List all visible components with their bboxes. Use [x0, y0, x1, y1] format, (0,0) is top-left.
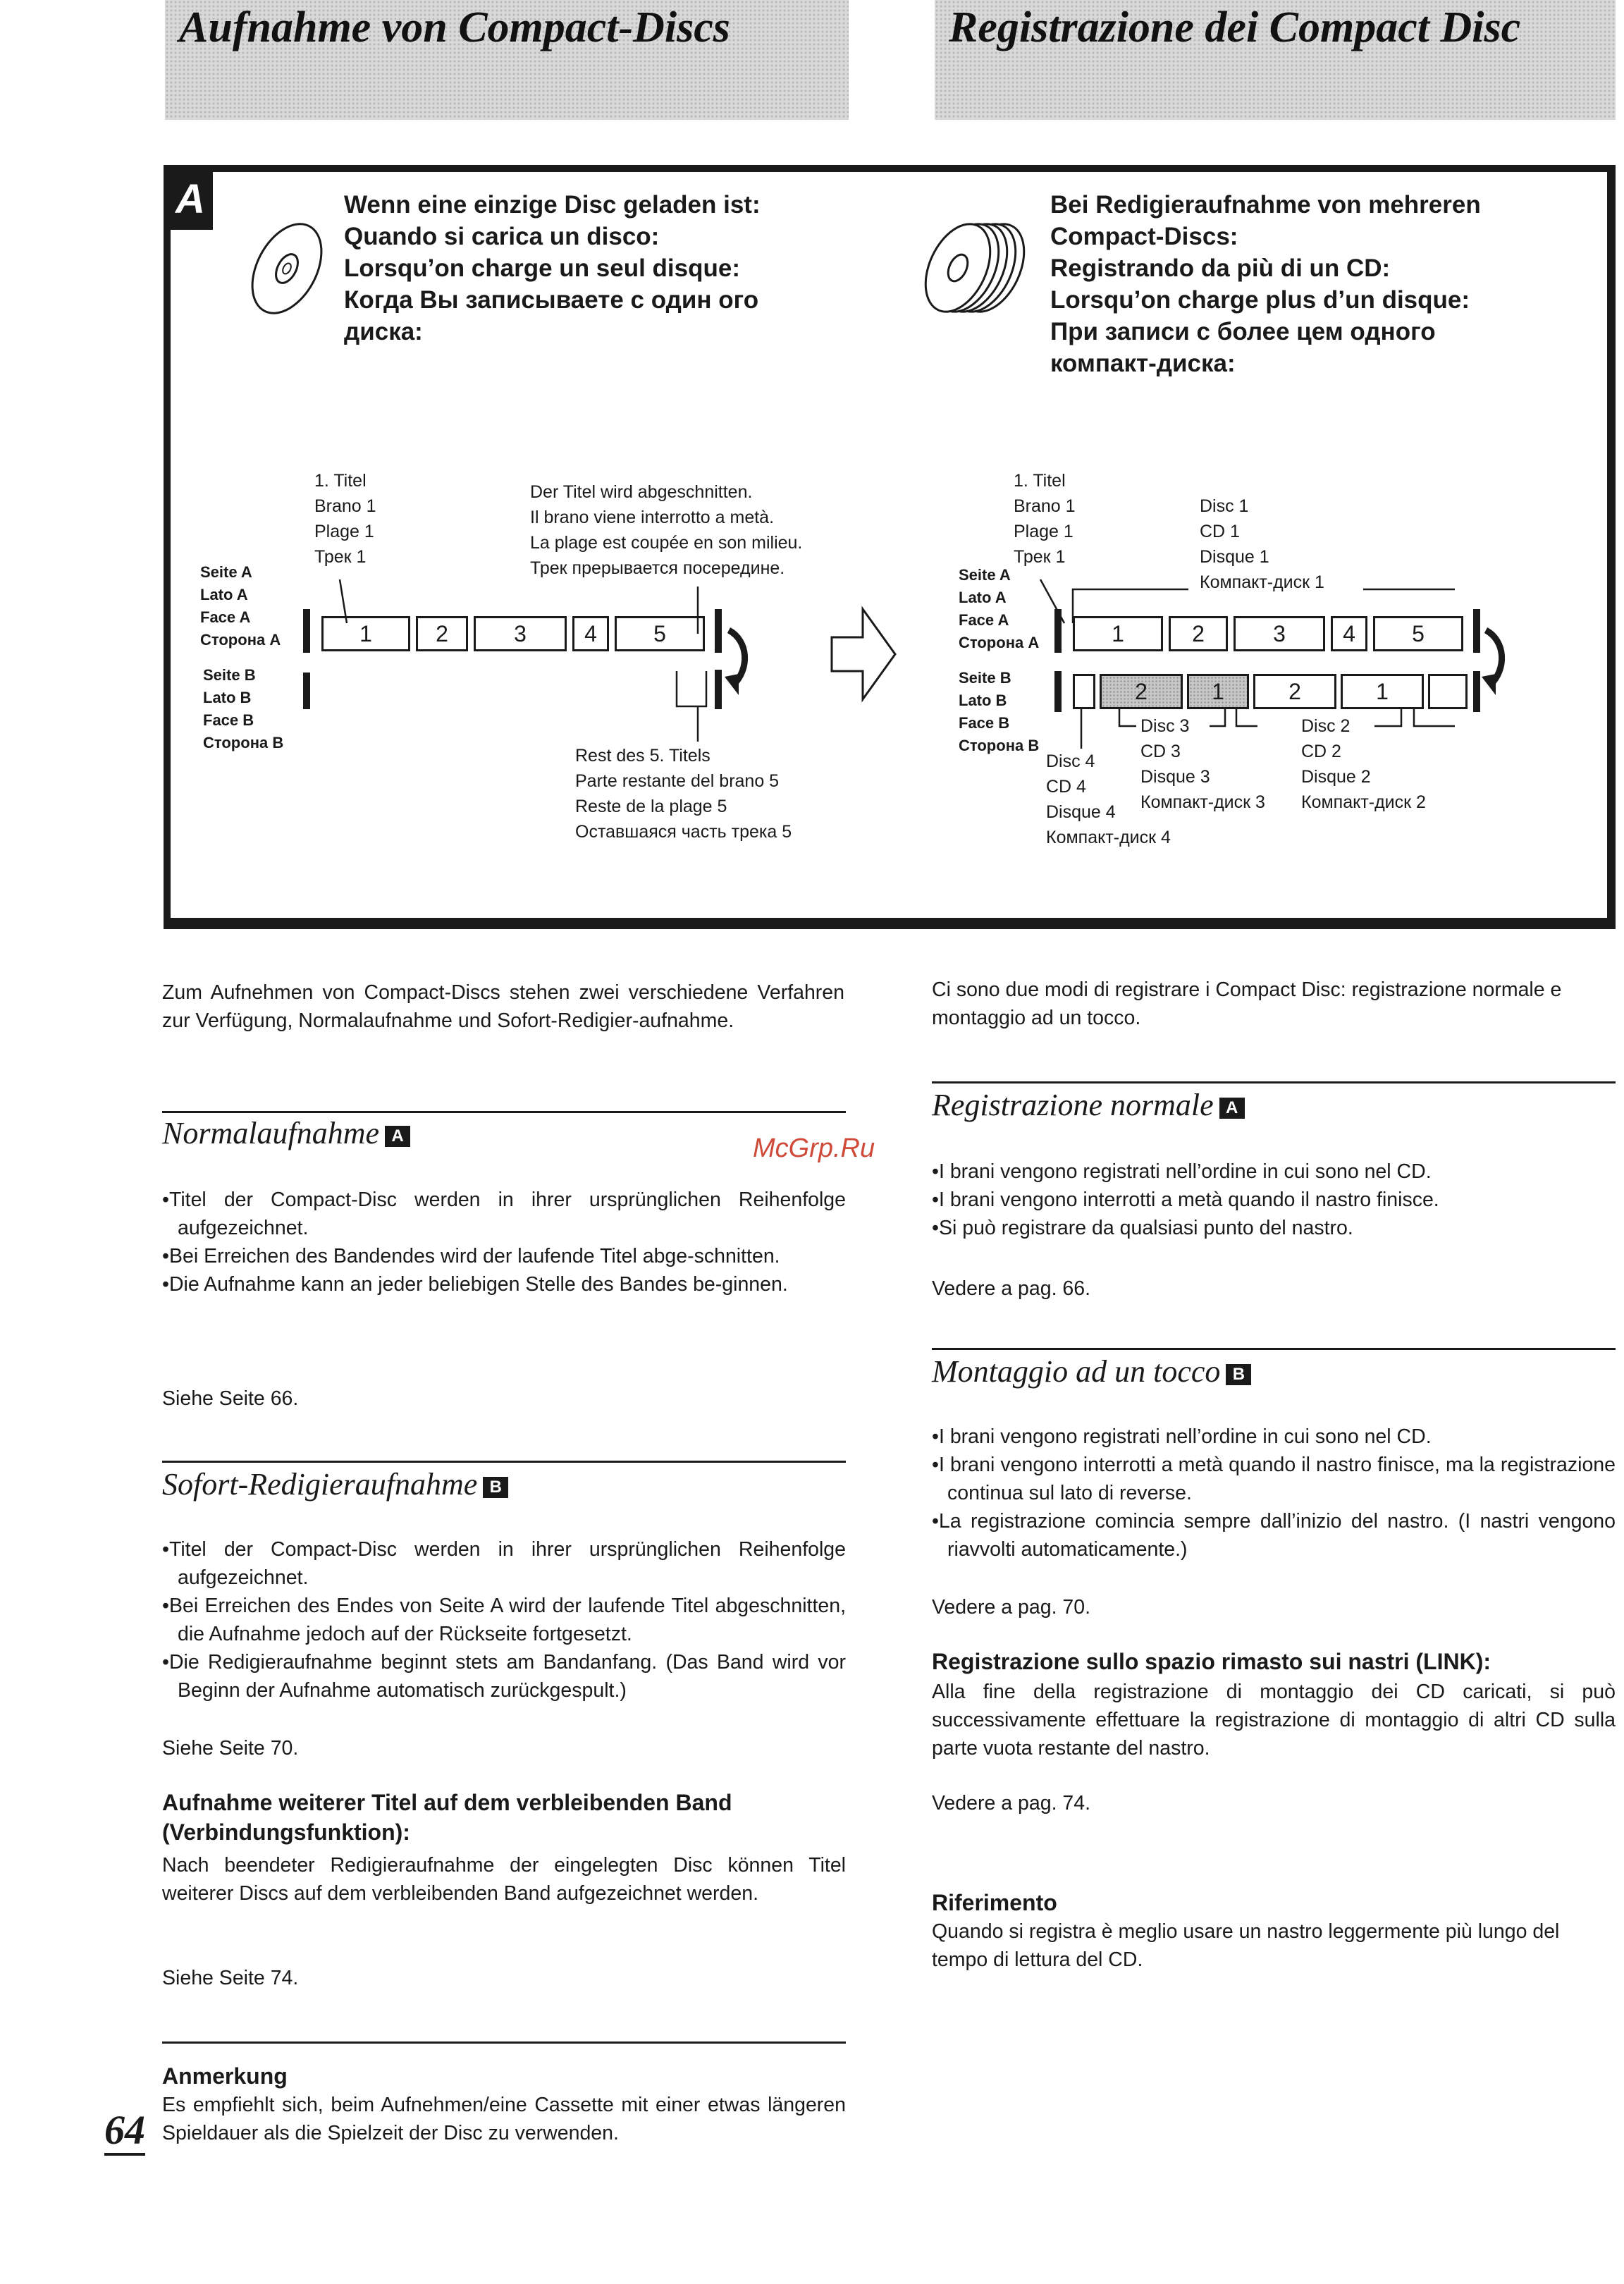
german-edit-bullets	[162, 1535, 846, 1705]
multi-disc-title: Bei Redigieraufnahme von mehreren Compact-Discs: Registrando da più di un CD: Lorsqu’on charge plus d’un disque: При записи с более цем одного компакт-диска:	[1050, 191, 1481, 377]
italian-edit-title: Montaggio ad un tocco B	[932, 1353, 1251, 1389]
german-normal-title: Normalaufnahme A	[162, 1115, 410, 1151]
list-item: •Bei Erreichen des Bandendes wird der laufende Titel abge-schnitten.	[162, 1245, 780, 1267]
list-item: •I brani vengono interrotti a metà quando il nastro finisce.	[932, 1189, 1439, 1211]
list-item: •Die Redigieraufnahme beginnt stets am Bandanfang. (Das Band wird vor Beginn der Aufnahme automatisch zurückgespult.)	[162, 1651, 846, 1702]
german-edit-rule	[162, 1461, 846, 1463]
header-right-title: Registrazione dei Compact Disc	[949, 4, 1521, 51]
disc3-label: Disc 3 CD 3 Disque 3 Компакт-диск 3	[1140, 716, 1265, 812]
list-item: •Titel der Compact-Disc werden in ihrer ursprünglichen Reihenfolge aufgezeichnet.	[162, 1538, 846, 1589]
german-normal-bullets	[162, 1186, 846, 1298]
italian-edit-rule	[932, 1348, 1616, 1350]
single-disc-title: Wenn eine einzige Disc geladen ist: Quando si carica un disco: Lorsqu’on charge un seul disque: Когда Вы записываете с один ого диска:	[344, 191, 761, 345]
right-track-cell-a: 1	[1073, 616, 1163, 651]
left-cut-note: Der Titel wird abgeschnitten. Il brano viene interrotto a metà. La plage est coupée en son milieu. Трек прерывается посередине.	[530, 482, 803, 578]
german-edit-see: Siehe Seite 70.	[162, 1737, 299, 1760]
left-rest-note: Rest des 5. Titels Parte restante del brano 5 Reste de la plage 5 Оставшаяся часть трека 5	[575, 746, 792, 842]
left-track-cell: 1	[321, 616, 410, 651]
list-item: •Titel der Compact-Disc werden in ihrer ursprünglichen Reihenfolge aufgezeichnet.	[162, 1189, 846, 1239]
list-item: •Si può registrare da qualsiasi punto del nastro.	[932, 1217, 1353, 1239]
header-left-title: Aufnahme von Compact-Discs	[179, 4, 730, 51]
left-track-cell: 4	[572, 616, 609, 651]
right-side-a-label: Seite A Lato A Face A Сторона A	[959, 566, 1040, 651]
right-track1-label: 1. Titel Brano 1 Plage 1 Трек 1	[1014, 471, 1076, 567]
right-track-cell-a: 5	[1373, 616, 1463, 651]
disc4-label: Disc 4 CD 4 Disque 4 Компакт-диск 4	[1046, 751, 1171, 847]
right-track-cell-b: 2	[1100, 674, 1183, 709]
left-side-a-label: Seite A Lato A Face A Сторона A	[200, 563, 281, 649]
list-item: •La registrazione comincia sempre dall’inizio del nastro. (I nastri vengono riavvolti automaticamente.)	[932, 1510, 1616, 1561]
left-side-b-label: Seite B Lato B Face B Сторона B	[203, 666, 284, 751]
disc2-label: Disc 2 CD 2 Disque 2 Компакт-диск 2	[1301, 716, 1426, 812]
diagram-box-a	[164, 165, 1616, 929]
watermark: McGrp.Ru	[753, 1134, 875, 1163]
left-track-cell: 3	[474, 616, 567, 651]
italian-link-title: Registrazione sullo spazio rimasto sui nastri (LINK):	[932, 1649, 1491, 1674]
italian-note-title: Riferimento	[932, 1890, 1057, 1915]
german-edit-title: Sofort-Redigieraufnahme B	[162, 1466, 508, 1502]
right-side-b-label: Seite B Lato B Face B Сторона B	[959, 669, 1040, 754]
italian-link-text: Alla fine della registrazione di montaggio dei CD caricati, si può successivamente effettuare la registrazione di montaggio di altri CD sulla parte vuota restante del nastro.	[932, 1681, 1616, 1760]
header-right-banner	[935, 0, 1616, 120]
list-item: •I brani vengono registrati nell’ordine in cui sono nel CD.	[932, 1160, 1432, 1183]
left-track-cell: 2	[416, 616, 468, 651]
italian-normal-see: Vedere a pag. 66.	[932, 1277, 1091, 1300]
right-track-cell-a: 4	[1331, 616, 1367, 651]
italian-edit-bullets	[932, 1423, 1616, 1564]
german-normal-see: Siehe Seite 66.	[162, 1387, 299, 1410]
italian-edit-see: Vedere a pag. 70.	[932, 1596, 1091, 1619]
german-link-see: Siehe Seite 74.	[162, 1967, 299, 1989]
page-number: 64	[104, 2108, 145, 2156]
list-item: •Bei Erreichen des Endes von Seite A wird der laufende Titel abgeschnitten, die Aufnahme jedoch auf der Rückseite fortgesetzt.	[162, 1595, 846, 1645]
right-track-cell-b: 2	[1253, 674, 1336, 709]
badge-b: B	[483, 1477, 508, 1498]
right-track-cell-b: 1	[1187, 674, 1249, 709]
left-track1-label: 1. Titel Brano 1 Plage 1 Трек 1	[314, 471, 376, 567]
right-track-cell-a: 2	[1169, 616, 1228, 651]
badge-b: B	[1226, 1364, 1251, 1385]
german-note-rule	[162, 2042, 846, 2044]
left-track-cell: 5	[615, 616, 705, 651]
list-item: •I brani vengono interrotti a metà quando il nastro finisce, ma la registrazione continua sul lato di reverse.	[932, 1454, 1616, 1504]
list-item: •I brani vengono registrati nell’ordine in cui sono nel CD.	[932, 1425, 1432, 1448]
italian-link-see: Vedere a pag. 74.	[932, 1792, 1091, 1815]
german-link-text: Nach beendeter Redigieraufnahme der eingelegten Disc können Titel weiterer Discs auf dem verbleibenden Band aufgezeichnet werden.	[162, 1854, 846, 1905]
right-track-cell-b: 1	[1341, 674, 1424, 709]
german-intro: Zum Aufnehmen von Compact-Discs stehen zwei verschiedene Verfahren zur Verfügung, Normalaufnahme und Sofort-Redigier-aufnahme.	[162, 981, 844, 1032]
italian-normal-rule	[932, 1081, 1616, 1083]
list-item: •Die Aufnahme kann an jeder beliebigen Stelle des Bandes be-ginnen.	[162, 1273, 788, 1296]
badge-a: A	[1219, 1098, 1245, 1119]
german-note-title: Anmerkung	[162, 2063, 288, 2089]
right-track-cell-a: 3	[1234, 616, 1325, 651]
italian-note-text: Quando si registra è meglio usare un nastro leggermente più lungo del tempo di lettura del CD.	[932, 1920, 1560, 1971]
italian-normal-bullets	[932, 1158, 1616, 1242]
german-note-text: Es empfiehlt sich, beim Aufnehmen/eine Cassette mit einer etwas längeren Spieldauer als die Spielzeit der Disc zu verwenden.	[162, 2094, 846, 2144]
italian-normal-title: Registrazione normale A	[932, 1087, 1245, 1123]
header-left-banner	[165, 0, 849, 120]
disc1-label: Disc 1 CD 1 Disque 1 Компакт-диск 1	[1200, 496, 1324, 592]
badge-a: A	[385, 1126, 410, 1147]
box-badge: A	[168, 169, 213, 230]
german-normal-rule	[162, 1111, 846, 1113]
italian-intro: Ci sono due modi di registrare i Compact Disc: registrazione normale e montaggio ad un tocco.	[932, 978, 1562, 1029]
german-link-title: Aufnahme weiterer Titel auf dem verbleibenden Band (Verbindungsfunktion):	[162, 1790, 732, 1845]
